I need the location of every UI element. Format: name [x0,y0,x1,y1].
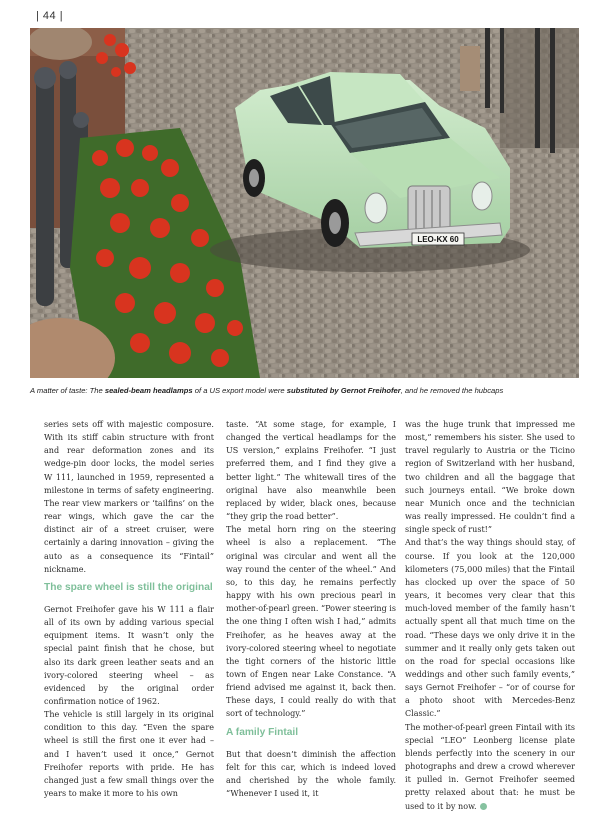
caption-text: of a US export model were [192,386,287,395]
paragraph: And that’s the way things should stay, of course. If you look at the 120,000 kilometers (75,000 miles) that the Fintail has clocked up over the space of 50 years, it becomes very clear that this much-loved member of the family hasn’t actually spent all that much time on the road. “These days we only drive it in the summer and it really only gets taken out on the road for special occasions like weddings and other such family events,” says Gernot Freihofer – “or of course for a photo shoot with Mercedes-Benz Classic.” [405,538,575,719]
paragraph-final [405,721,575,813]
paragraph-text: The mother-of-pearl green Fintail with its special “LEO” Leonberg license plate blends perfectly into the scenery in our photographs and drew a crowd wherever it pulled in. Gernot Freihofer seemed pretty relaxed about that: he must be used to it by now. [405,722,575,811]
end-mark-dot-icon [480,803,487,810]
paragraph: The metal horn ring on the steering wheel is also a replacement. “The original was circular and went all the way round the center of the wheel.” And so, to this day, he remains perfectly happy with his own precious pearl in mother-of-pearl green. “Power steering is the one thing I often wish I had,” admits Freihofer, as he heaves away at the ivory-colored steering wheel to negotiate the tight corners of the historic little town of Engen near Lake Constance. “A friend advised me against it, back then. These days, I could really do with that sort of technology.” [226,525,396,719]
paragraph: series sets off with majestic composure. With its stiff cabin structure with front and rear deformation zones and its wedge-pin door locks, the model series W 111, launched in 1959, represented a milestone in terms of safety engineering. The rear view markers or ‘tailfins’ on the rear wings, which gave the car the distinct air of a street cruiser, were certainly a daring innovation – giving the auto as a consequence its “Fintail” nickname. [44,420,214,574]
paragraph: Gernot Freihofer gave his W 111 a flair all of its own by adding various special equipment items. It wasn’t only the special paint finish that he chose, but also its dark green leather seats and an ivory-colored steering wheel – as evidenced by the original order confirmation notice of 1962. [44,604,214,706]
article-column-1 [44,418,214,800]
paragraph: But that doesn’t diminish the affection felt for this car, which is indeed loved and cherished by the whole family. “Whenever I used it, it [226,749,396,799]
license-plate-text: LEO-KX 60 [417,235,459,244]
car-street-illustration [30,28,579,378]
page-number: | 44 | [36,10,64,22]
subheading-spare-wheel: The spare wheel is still the original [44,581,213,593]
subheading-family-fintail: A family Fintail [226,726,299,738]
paragraph: The vehicle is still largely in its original condition to this day. “Even the spare wheel is still the first one it ever had – and I haven’t used it once,” Gernot Freihofer reports with pride. He has changed just a few small things over the years to make it more to his own [44,710,214,799]
article-column-2 [226,418,396,800]
caption-bold-freihofer: substituted by Gernot Freihofer [286,386,401,395]
photo-caption [30,386,579,395]
paragraph: taste. “At some stage, for example, I changed the vertical headlamps for the US version,” explains Freihofer. “I just preferred them, and I find they give a better light.” The whitewall tires of the original have also meanwhile been replaced by wider, black ones, because “they grip the road better”. [226,420,396,522]
caption-text: , and he removed the hubcaps [400,386,504,395]
article-column-3 [405,418,575,813]
paragraph: was the huge trunk that impressed me most,” remembers his sister. She used to travel regularly to Austria or the Ticino region of Switzerland with her husband, two children and all the baggage that such journeys entail. “We broke down near Munich once and the technician was really impressed. He couldn’t find a single speck of rust!” [405,420,575,535]
caption-bold-headlamps: sealed-beam headlamps [104,386,193,395]
caption-text: A matter of taste: The [30,386,105,395]
article-photo [30,28,579,378]
